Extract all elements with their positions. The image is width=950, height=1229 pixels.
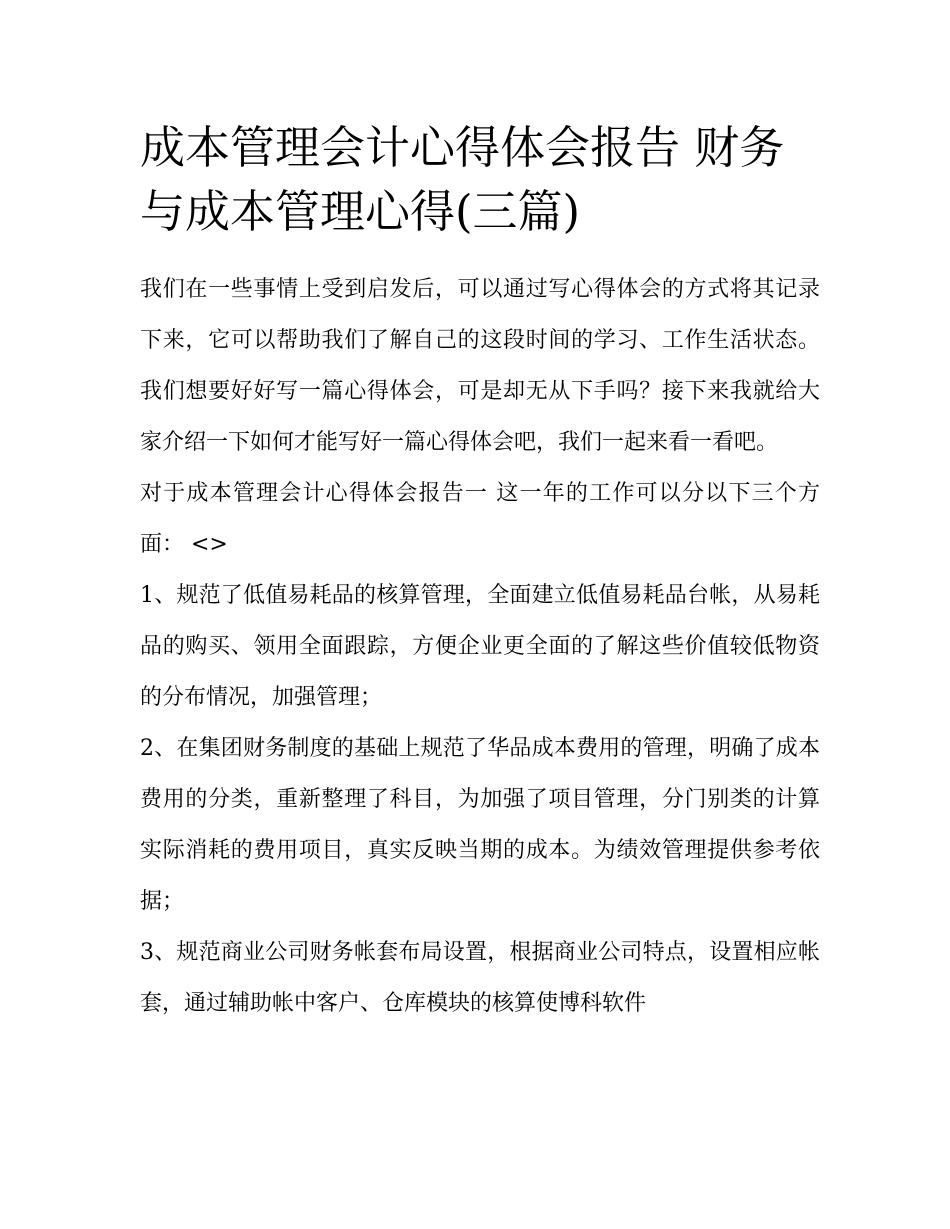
paragraph-item-3: 3、规范商业公司财务帐套布局设置，根据商业公司特点，设置相应帐套，通过辅助帐中客户、仓库模块的核算使博科软件 — [140, 940, 820, 1016]
document-title: 成本管理会计心得体会报告 财务与成本管理心得(三篇) — [140, 121, 785, 238]
paragraph-intro: 我们在一些事情上受到启发后，可以通过写心得体会的方式将其记录下来，它可以帮助我们了解自己的这段时间的学习、工作生活状态。我们想要好好写一篇心得体会，可是却无从下手吗？接下来我就给大家介绍一下如何才能写好一篇心得体会吧，我们一起来看一看吧。 — [140, 277, 820, 455]
paragraph-item-2: 2、在集团财务制度的基础上规范了华品成本费用的管理，明确了成本费用的分类，重新整理了科目，为加强了项目管理，分门别类的计算实际消耗的费用项目，真实反映当期的成本。为绩效管理提供参考依据； — [140, 736, 820, 914]
paragraph-report-intro: 对于成本管理会计心得体会报告一 这一年的工作可以分以下三个方面： <> — [140, 481, 820, 557]
paragraph-item-1: 1、规范了低值易耗品的核算管理，全面建立低值易耗品台帐，从易耗品的购买、领用全面跟踪，方便企业更全面的了解这些价值较低物资的分布情况，加强管理； — [140, 583, 820, 710]
document-body — [140, 116, 820, 1029]
